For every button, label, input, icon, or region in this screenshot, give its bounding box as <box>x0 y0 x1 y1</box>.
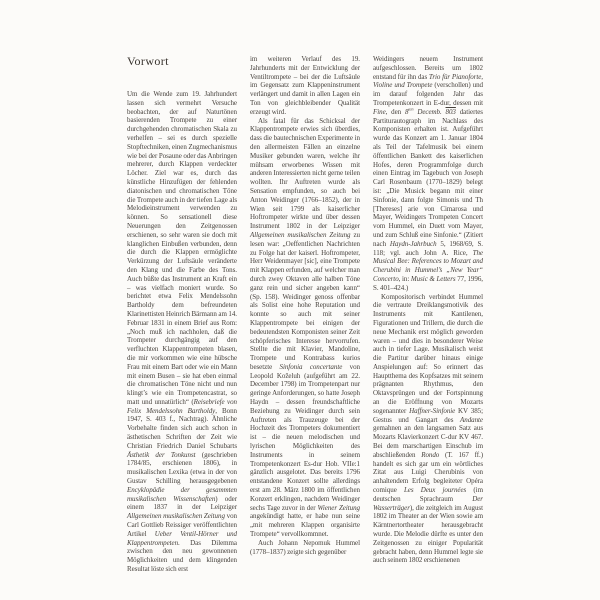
text-run: Trio für Pianoforte, Violine und Trompete <box>373 72 483 90</box>
text-column-2 <box>250 55 360 574</box>
paragraph: Als fatal für das Schicksal der Klappentrompete erwies sich überdies, dass die bautechnischen Experimente in den allermeisten Fällen an einzelne Musiker gebunden waren, welche ihr mühsam erworbenes Wissen mit anderen Interessierten nicht gerne teilen wollten. Ihr Auftreten wurde als Sensation empfunden, so auch bei Anton Weidinger (1766–1852), der in Wien seit 1799 als kaiserlicher Hoftrompeter wirkte und über dessen Instrument 1802 in der Leipziger Allgemeinen musikalischen Zeitung zu lesen war: „Oeffentlichen Nachrichten zu Folge hat der kaiserl. Hoftrompeter, Herr Weidenmayer [sic], eine Trompete mit Klappen erfunden, auf welcher man durch zwey Oktaven alle halben Töne ganz rein und sicher angeben kann“ (Sp. 158). Weidinger genoss offenbar als Solist eine hohe Reputation und konnte so auch mit seiner Klappentrompete bei einigen der bedeutendsten Komponisten seiner Zeit schöpferisches Interesse hervorrufen. Stellte die mit Klavier, Mandoline, Trompete und Kontrabass kurios besetzte Sinfonia concertante von Leopold Koželuh (aufgeführt am 22. December 1798) im Trompetenpart nur geringe Anforderungen, so hatte Joseph Haydn – dessen freundschaftliche Beziehung zu Weidinger durch sein Auftreten als Trauzeuge bei der Hochzeit des Trompeters dokumentiert ist – die neuen melodischen und lyrischen Möglichkeiten des Instruments in seinem Trompetenkonzert Es-dur Hob. VIIe:1 gänzlich ausgelotet. Das bereits 1796 entstandene Konzert sollte allerdings erst am 28. März 1800 im öffentlichen Konzert erklingen, nachdem Weidinger sechs Tage zuvor in der Wiener Zeitung angekündigt hatte, er habe nun seine „mit mehreren Klappen organisirte Trompete“ vervollkommnet. <box>250 116 360 539</box>
preface-text-block <box>127 55 484 574</box>
text-run: Ueber Ventil-Hörner und Klappentrompeten <box>127 529 238 547</box>
text-run: Reisebriefe von Felix Mendelssohn Bartholdy <box>127 397 237 415</box>
text-run: Andante <box>460 415 483 424</box>
text-run: Haydn-Jahrbuch <box>389 239 437 248</box>
text-run: Haffner-Sinfonie <box>409 406 456 415</box>
paragraph: Kompositorisch verbindet Hummel die vertraute Dreiklangsmotivik des Instruments mit Kantilenen, Figurationen und Trillern, die durch die neue Mechanik erst möglich geworden waren – und dies in besonderer Weise auch in tiefer Lage. Musikalisch weist die Partitur darüber hinaus einige Anspielungen auf: So erinnert das Hauptthema des Kopfsatzes mit seinem prägnanten Rhythmus, den Oktavsprüngen und der Fortspinnung an die Eröffnung von Mozarts sogenannter Haffner-Sinfonie KV 385; Gestus und Gangart des Andante gemahnen an den langsamen Satz aus Mozarts Klavierkonzert C-dur KV 467. Bei dem marschartigen Einschub im abschließenden Rondo (T. 167 ff.) handelt es sich gar um ein wörtliches Zitat aus Luigi Cherubinis von anhaltendem Erfolg begleiteter Opéra comique Les Deux journées (im deutschen Sprachraum Der Wasserträger), die zeitgleich im August 1802 im Theater an der Wien sowie am Kärntnertortheater herausgebracht wurde. Die Melodie dürfte es unter den Zeitgenossen zu einiger Popularität gebracht haben, denn Hummel legte sie auch seinem 1802 erschienenen <box>373 292 483 565</box>
text-run: Sinfonia concertante <box>279 362 343 371</box>
text-run: ten <box>408 106 414 112</box>
text-run: Rondo <box>421 450 440 459</box>
text-run: Encyklopädie der gesammten musikalischen Wissenschaften <box>127 485 237 503</box>
text-run: 803 <box>445 107 456 116</box>
paragraph: im weiteren Verlauf des 19. Jahrhunderts mit der Entwicklung der Ventiltrompete – bei der die Luftsäule im Gegensatz zum Klappeninstrument verlängert und damit in allen Lagen ein Ton von gleichbleibender Qualität erzeugt wird. <box>250 55 360 116</box>
text-run: Decemb. <box>413 107 446 116</box>
text-run: Fine <box>373 107 386 116</box>
text-run: Allgemeinen musikalischen Zeitung <box>127 512 225 521</box>
text-run: 8 <box>404 107 409 116</box>
page-title: Vorwort <box>127 54 169 68</box>
text-run: Allgemeinen musikalischen Zeitung <box>250 230 351 239</box>
paragraph: Um die Wende zum 19. Jahrhundert lassen sich vermehrt Versuche beobachten, der auf Naturtönen basierenden Trompete zu einer durchgehenden chromatischen Skala zu verhelfen – sei es durch spezielle Stopftechniken, einen Zugmechanismus wie bei der Posaune oder das Anbringen mehrerer, durch Klappen verdeckter Löcher. Ziel war es, durch das künstliche Hinzufügen der fehlenden diatonischen und chromatischen Töne die Trompete auch in der tiefen Lage als Melodieinstrument verwenden zu können. So sensationell diese Neuerungen den Zeitgenossen erschienen, so sehr waren sie doch mit klanglichen Einbußen verbunden, denn die durch die Klappen ermöglichte Verkürzung der Luftsäule veränderte den Klang und die Farbe des Tons. Auch büßte das Instrument an Kraft ein – was vielfach moniert wurde. So berichtet etwa Felix Mendelssohn Bartholdy dem befreundeten Klarinettisten Heinrich Bärmann am 14. Februar 1831 in einem Brief aus Rom: „Noch muß ich nachholen, daß die Trompeter durchgängig auf den verfluchten Klappentrompeten blasen, die mir vorkommen wie eine hübsche Frau mit einem Bart oder wie ein Mann mit einem Busen – sie hat eben einmal die chromatischen Töne nicht und nun klingt’s wie ein Trompetencastrat, so matt und unnatürlich“ (Reisebriefe von Felix Mendelssohn Bartholdy, Bonn 1947, S. 403 f., Nachtrag). Ähnliche Vorbehalte finden sich auch schon in ästhetischen Schriften der Zeit wie Christian Friedrich Daniel Schubarts Ästhetik der Tonkunst (geschrieben 1784/85, erschienen 1806), in musikalischen Lexika (etwa in der von Gustav Schilling herausgegebenen Encyklopädie der gesammten musikalischen Wissenschaften) oder einem 1837 in der Leipziger Allgemeinen musikalischen Zeitung von Carl Gottlieb Reissiger veröffentlichten Artikel Ueber Ventil-Hörner und Klappentrompeten. Das Dilemma zwischen den neu gewonnenen Möglichkeiten und dem klingenden Resultat löste sich erst <box>127 90 238 574</box>
text-run: The Musical Bee: References to Mozart and Cherubini in Hummel’s „New Year“ Concerto <box>373 248 483 283</box>
paragraph: Auch Johann Nepomuk Hummel (1778–1837) zeigte sich gegenüber <box>250 538 360 556</box>
text-run: Wiener Zeitung <box>317 503 360 512</box>
text-run: Ästhetik der Tonkunst <box>127 450 196 459</box>
paragraph: Weidingers neuem Instrument aufgeschlossen. Bereits um 1802 entstand für ihn das Trio für Pianoforte, Violine und Trompete (verschollen) und im darauf folgenden Jahr das Trompetenkonzert in E-dur, dessen mit Fine, den $8^{ten}$ Decemb. 803 datiertes Partiturautograph im Nachlass des Komponisten erhalten ist. Aufgeführt wurde das Konzert am 1. Januar 1804 als Teil der Tafelmusik bei einem öffentlichen Bankett des kaiserlichen Hofes, deren Programmfolge durch einen Eintrag im Tagebuch von Joseph Carl Rosenbaum (1770–1829) belegt ist: „Die Musick begann mit einer Sinfonie, dann folgte Simonis und Th [Thereses] arie von Cimarosa und Mayer, Weidingers Trompeten Concert vom Hummel, ein Duett vom Mayer, und zum Schluß eine Sinfonie.“ (Zitiert nach Haydn-Jahrbuch 5, 1968/69, S. 118; vgl. auch John A. Rice, The Musical Bee: References to Mozart and Cherubini in Hummel’s „New Year“ Concerto, in: Music & Letters 77, 1996, S. 401–424.) <box>373 55 483 292</box>
text-run: Music & Letters <box>410 274 456 283</box>
text-column-1 <box>127 55 237 574</box>
text-run: Les Deux journées <box>403 486 467 495</box>
text-run: Der Wasserträger <box>373 494 483 512</box>
text-column-3 <box>373 55 483 574</box>
